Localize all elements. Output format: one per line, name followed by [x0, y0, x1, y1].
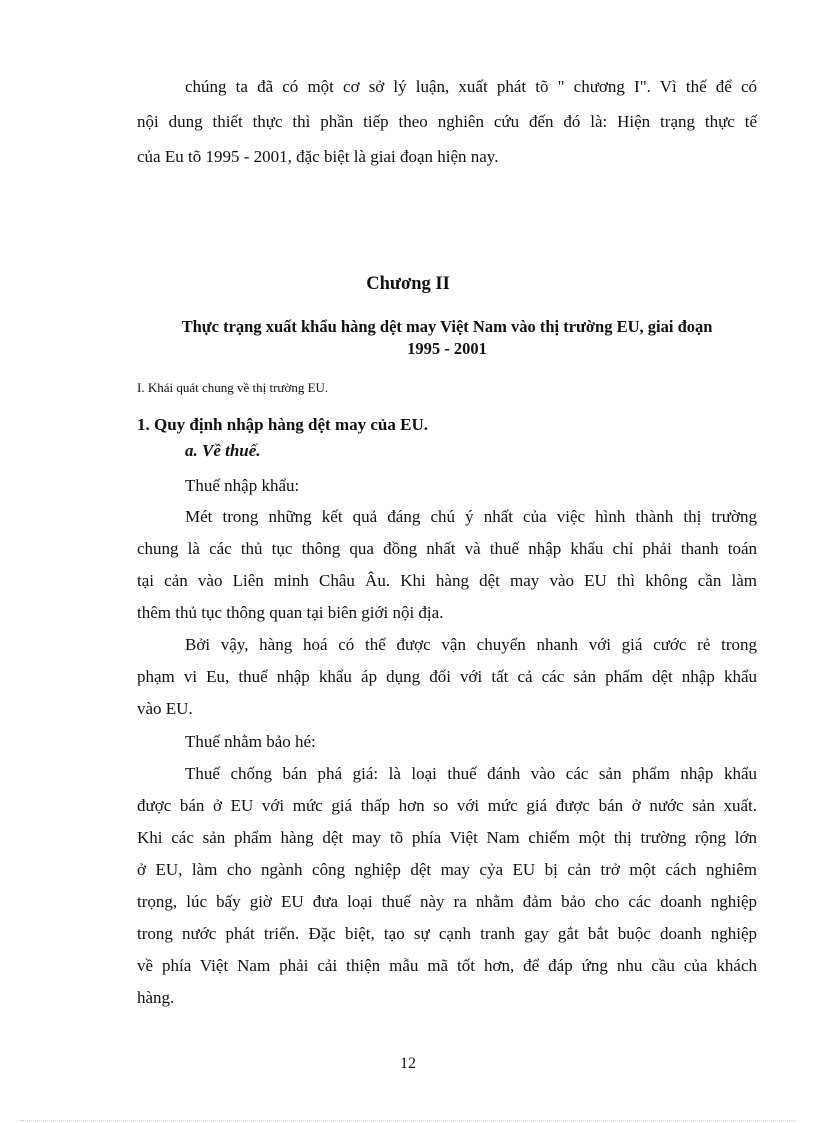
paragraph1-line-4: thêm thủ tục thông quan tại biên giới nội địa.: [137, 603, 444, 622]
paragraph3-line-5: trọng, lúc bấy giờ EU đưa loại thuế này ra nhằm đảm bảo cho các doanh nghiệp: [137, 892, 757, 911]
paragraph3-line-6: trong nước phát triển. Đặc biệt, tạo sự cạnh tranh gay gắt bắt buộc doanh nghiệp: [137, 924, 757, 943]
intro-line-1: chúng ta đã có một cơ sở lý luận, xuất phát tõ " chương I". Vì thế để có: [185, 77, 757, 96]
subsubsection-heading: a. Về thuế.: [185, 441, 261, 460]
chapter-subtitle-line-1: Thực trạng xuất khẩu hàng dệt may Việt Nam vào thị trường EU, giai đoạn: [181, 317, 713, 336]
paragraph3-line-7: về phía Việt Nam phải cải thiện mẫu mã tốt hơn, để đáp ứng nhu cầu của khách: [137, 956, 757, 975]
import-tax-label: Thuế nhập khẩu:: [185, 476, 300, 495]
paragraph2-line-1: Bởi vậy, hàng hoá có thể được vận chuyển nhanh với giá cước rẻ trong: [185, 635, 757, 654]
page-bottom-divider: [20, 1120, 796, 1121]
paragraph3-line-4: ở EU, làm cho ngành công nghiệp dệt may cỷa EU bị cản trở một cách nghiêm: [137, 860, 757, 879]
paragraph1-line-2: chung là các thủ tục thông qua đồng nhất và thuế nhập khẩu chỉ phải thanh toán: [137, 539, 757, 558]
paragraph1-line-1: Mét trong những kết quả đáng chú ý nhất của việc hình thành thị trường: [185, 507, 757, 526]
chapter-title: Chương II: [366, 274, 450, 294]
paragraph3-line-2: được bán ở EU với mức giá thấp hơn so với mức giá được bán ở nước sản xuất.: [137, 796, 757, 815]
paragraph3-line-1: Thuế chống bán phá giá: là loại thuế đánh vào các sản phẩm nhập khẩu: [185, 764, 757, 783]
subsection-heading: 1. Quy định nhập hàng dệt may của EU.: [137, 415, 428, 434]
paragraph2-line-3: vào EU.: [137, 699, 193, 718]
intro-line-2: nội dung thiết thực thì phần tiếp theo nghiên cứu đến đó là: Hiện trạng thực tế: [137, 112, 757, 131]
section-heading: I. Khái quát chung về thị trường EU.: [137, 380, 329, 395]
paragraph3-line-8: hàng.: [137, 988, 175, 1007]
paragraph3-line-3: Khi các sản phẩm hàng dệt may tõ phía Việt Nam chiếm một thị trường rộng lớn: [137, 828, 757, 847]
intro-line-3: của Eu tõ 1995 - 2001, đặc biệt là giai đoạn hiện nay.: [137, 147, 499, 166]
paragraph1-line-3: tại cản vào Liên minh Châu Âu. Khi hàng dệt may vào EU thì không cần làm: [137, 571, 757, 590]
page-number: 12: [400, 1055, 416, 1072]
protective-tax-label: Thuế nhằm bảo hé:: [185, 732, 316, 751]
chapter-subtitle-line-2: 1995 - 2001: [407, 339, 487, 358]
paragraph2-line-2: phạm vi Eu, thuế nhập khẩu áp dụng đối với tất cả các sản phẩm dệt nhập khẩu: [137, 667, 757, 686]
